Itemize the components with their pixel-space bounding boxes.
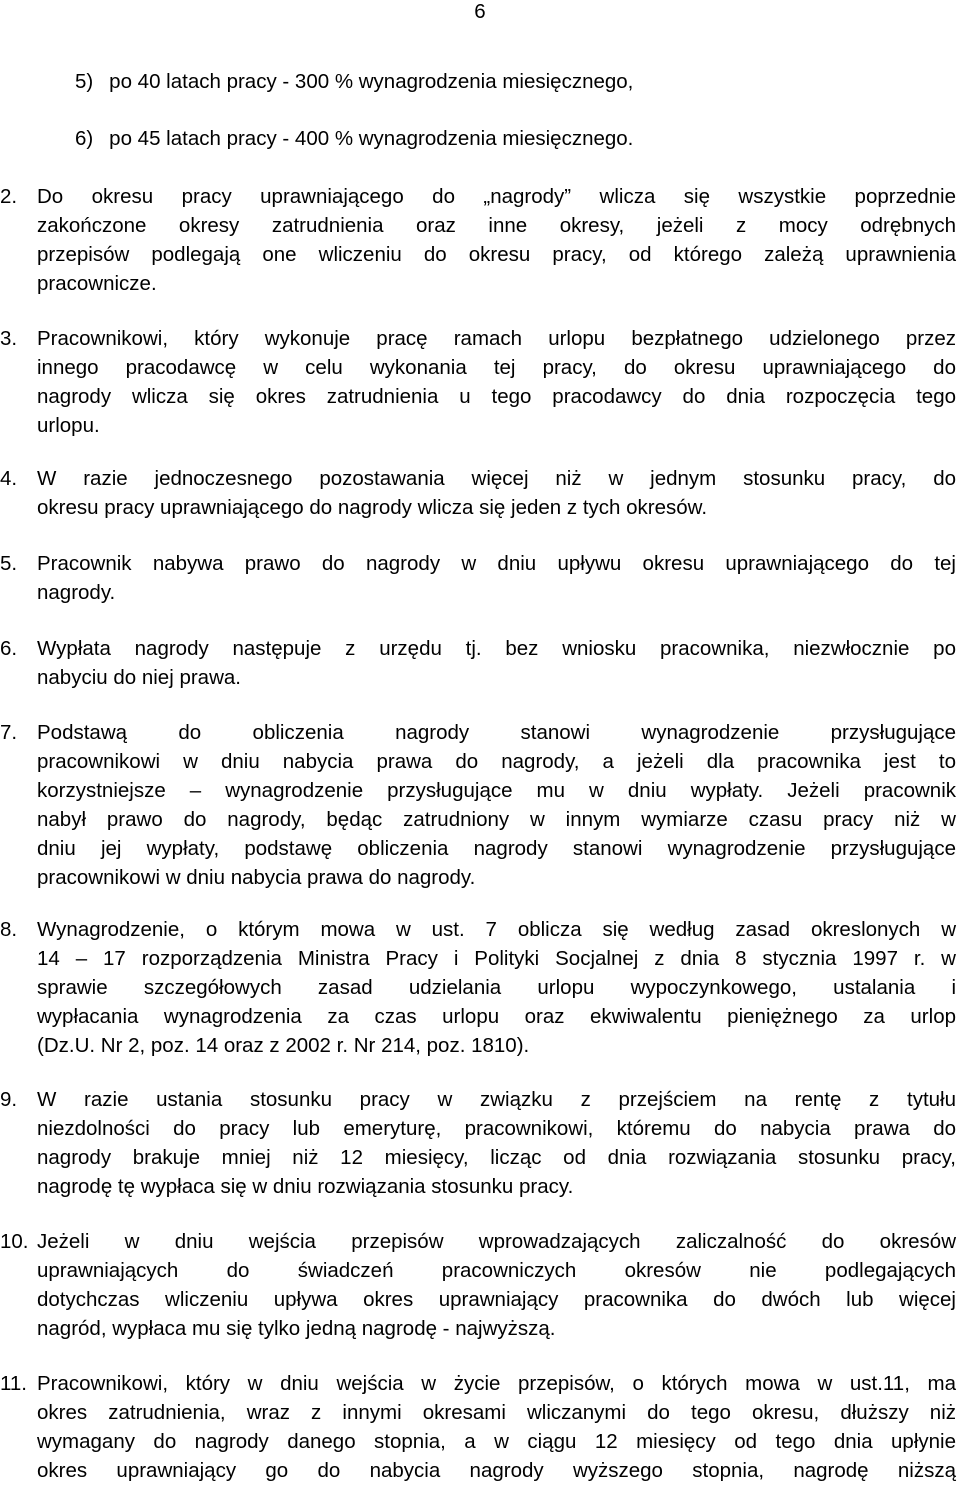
text-line: Wynagrodzenie, o którym mowa w ust. 7 oblicza się według zasad okreslonych w: [37, 918, 956, 941]
paragraph-number: 6.: [0, 637, 18, 660]
paragraph-text: [37, 634, 956, 692]
paragraph-5: [0, 549, 958, 607]
paragraph-9: [0, 1085, 958, 1201]
paragraph-2: [0, 182, 958, 298]
paragraph-number: 3.: [0, 327, 18, 350]
paragraph-text: [37, 1369, 956, 1485]
paragraph-text: [37, 915, 956, 1060]
text-line: urlopu.: [37, 414, 100, 437]
text-line: uprawniających do świadczeń pracowniczych okresów nie podlegających: [37, 1259, 956, 1282]
paragraph-text: [37, 1227, 956, 1343]
paragraph-text: [37, 549, 956, 607]
text-line: dotychczas wliczeniu upływa okres uprawniający pracownika do dwóch lub więcej: [37, 1288, 956, 1311]
text-line: nagród, wypłaca mu się tylko jedną nagrodę - najwyższą.: [37, 1317, 556, 1340]
paragraph-11: [0, 1369, 958, 1485]
paragraph-7: [0, 718, 958, 892]
text-line: nabył prawo do nagrody, będąc zatrudniony w innym wymiarze czasu pracy niż w: [37, 808, 956, 831]
paragraph-number: 10.: [0, 1230, 29, 1253]
text-line: Pracownikowi, który wykonuje pracę ramach urlopu bezpłatnego udzielonego przez: [37, 327, 956, 350]
paragraph-text: [37, 324, 956, 440]
text-line: W razie ustania stosunku pracy w związku z przejściem na rentę z tytułu: [37, 1088, 956, 1111]
text-line: Do okresu pracy uprawniającego do „nagrody” wlicza się wszystkie poprzednie: [37, 185, 956, 208]
text-line: przepisów podlegają one wliczeniu do okresu pracy, od którego zależą uprawnienia: [37, 243, 956, 266]
paragraph-number: 9.: [0, 1088, 18, 1111]
text-line: Wypłata nagrody następuje z urzędu tj. bez wniosku pracownika, niezwłocznie po: [37, 637, 956, 660]
text-line: nagrody.: [37, 581, 116, 604]
paragraph-number: 2.: [0, 185, 18, 208]
paragraph-text: [37, 1085, 956, 1201]
paragraph-4: [0, 464, 958, 522]
text-line: innego pracodawcę w celu wykonania tej pracy, do okresu uprawniającego do: [37, 356, 956, 379]
text-line: Jeżeli w dniu wejścia przepisów wprowadzających zaliczalność do okresów: [37, 1230, 956, 1253]
text-line: nabyciu do niej prawa.: [37, 666, 241, 689]
text-line: nagrody wlicza się okres zatrudnienia u tego pracodawcy do dnia rozpoczęcia tego: [37, 385, 956, 408]
sub-item-6: 6) po 45 latach pracy - 400 % wynagrodzenia miesięcznego.: [75, 127, 634, 150]
page-number: 6: [474, 0, 486, 23]
text-line: wypłacania wynagrodzenia za czas urlopu oraz ekwiwalentu pieniężnego za urlop: [37, 1005, 956, 1028]
text-line: okres uprawniający go do nabycia nagrody wyższego stopnia, nagrodę niższą: [37, 1459, 956, 1482]
text-line: dniu jej wypłaty, podstawę obliczenia nagrody stanowi wynagrodzenie przysługujące: [37, 837, 956, 860]
text-line: pracownicze.: [37, 272, 157, 295]
paragraph-6: [0, 634, 958, 692]
paragraph-3: [0, 324, 958, 440]
text-line: zakończone okresy zatrudnienia oraz inne okresy, jeżeli z mocy odrębnych: [37, 214, 956, 237]
text-line: okresu pracy uprawniającego do nagrody wlicza się jeden z tych okresów.: [37, 496, 708, 519]
text-line: nagrodę tę wypłaca się w dniu rozwiązania stosunku pracy.: [37, 1175, 574, 1198]
paragraph-10: [0, 1227, 958, 1343]
text-line: Pracownik nabywa prawo do nagrody w dniu upływu okresu uprawniającego do tej: [37, 552, 956, 575]
text-line: sprawie szczegółowych zasad udzielania urlopu wypoczynkowego, ustalania i: [37, 976, 956, 999]
text-line: niezdolności do pracy lub emeryturę, pracownikowi, któremu do nabycia prawa do: [37, 1117, 956, 1140]
text-line: okres zatrudnienia, wraz z innymi okresami wliczanymi do tego okresu, dłuższy niż: [37, 1401, 956, 1424]
text-line: Podstawą do obliczenia nagrody stanowi wynagrodzenie przysługujące: [37, 721, 956, 744]
paragraph-8: [0, 915, 958, 1060]
paragraph-number: 11.: [0, 1372, 27, 1395]
paragraph-number: 8.: [0, 918, 18, 941]
text-line: (Dz.U. Nr 2, poz. 14 oraz z 2002 r. Nr 214, poz. 1810).: [37, 1034, 530, 1057]
paragraph-number: 4.: [0, 467, 18, 490]
sub-item-5: 5) po 40 latach pracy - 300 % wynagrodzenia miesięcznego,: [75, 70, 634, 93]
paragraph-text: [37, 182, 956, 298]
text-line: wymagany do nagrody danego stopnia, a w ciągu 12 miesięcy od tego dnia upłynie: [37, 1430, 956, 1453]
paragraph-text: [37, 464, 956, 522]
paragraph-number: 7.: [0, 721, 18, 744]
paragraph-text: [37, 718, 956, 892]
text-line: korzystniejsze – wynagrodzenie przysługujące mu w dniu wypłaty. Jeżeli pracownik: [37, 779, 956, 802]
text-line: W razie jednoczesnego pozostawania więcej niż w jednym stosunku pracy, do: [37, 467, 956, 490]
text-line: nagrody brakuje mniej niż 12 miesięcy, licząc od dnia rozwiązania stosunku pracy,: [37, 1146, 956, 1169]
text-line: Pracownikowi, który w dniu wejścia w życie przepisów, o których mowa w ust.11, ma: [37, 1372, 956, 1395]
text-line: pracownikowi w dniu nabycia prawa do nagrody, a jeżeli dla pracownika jest to: [37, 750, 956, 773]
text-line: 14 – 17 rozporządzenia Ministra Pracy i Polityki Socjalnej z dnia 8 stycznia 1997 r. w: [37, 947, 956, 970]
text-line: pracownikowi w dniu nabycia prawa do nagrody.: [37, 866, 476, 889]
paragraph-number: 5.: [0, 552, 18, 575]
